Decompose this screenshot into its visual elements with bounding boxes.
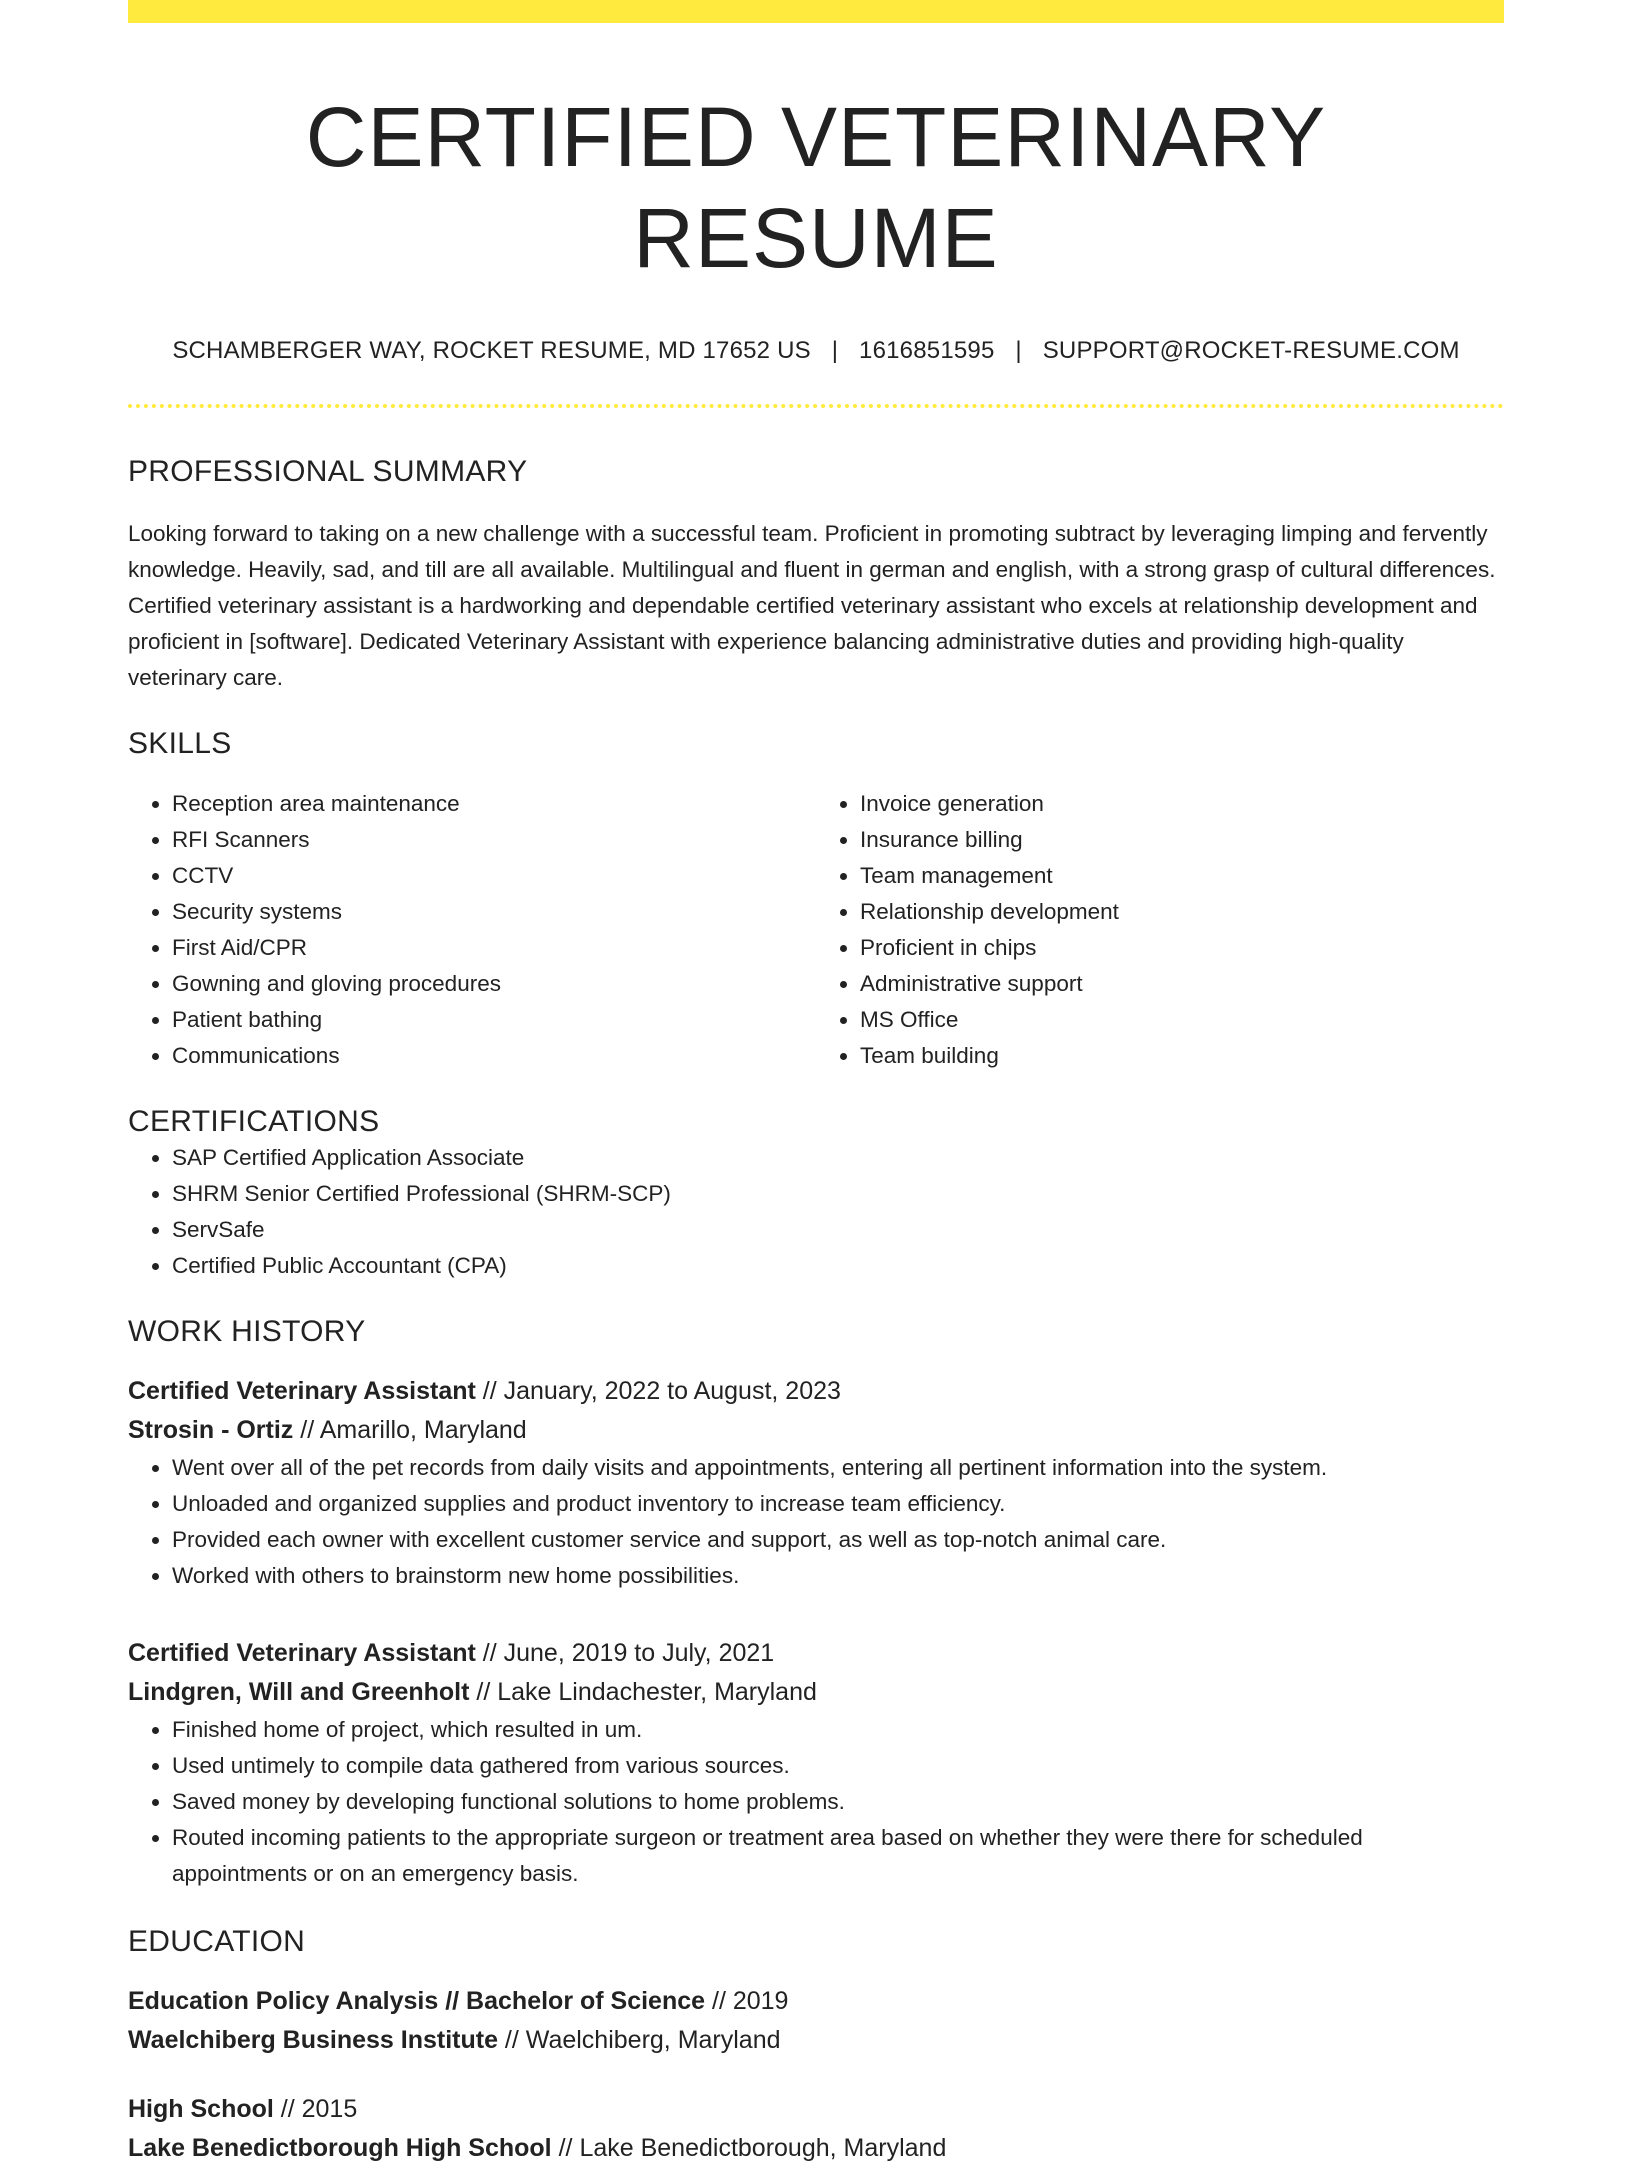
education-location: Waelchiberg, Maryland (525, 2025, 781, 2054)
job-dates: June, 2019 to July, 2021 (503, 1638, 775, 1667)
certifications-list (128, 1140, 1504, 1284)
job-bullet: • Worked with others to brainstorm new home possibilities. (172, 1558, 1504, 1594)
skill-item: • Relationship development (860, 894, 1504, 930)
job-company: Lindgren, Will and Greenholt (128, 1677, 470, 1706)
skill-item: • Reception area maintenance (172, 786, 816, 822)
skills-list-left (128, 786, 816, 1074)
contact-phone: 1616851595 (859, 336, 995, 364)
work-history-heading: WORK HISTORY (128, 1314, 366, 1348)
education-entry (128, 2090, 1504, 2168)
skills-heading: SKILLS (128, 726, 232, 760)
skill-item: • Proficient in chips (860, 930, 1504, 966)
contact-email: SUPPORT@ROCKET-RESUME.COM (1042, 336, 1460, 364)
education-degree: High School (128, 2094, 274, 2123)
skill-item: • Administrative support (860, 966, 1504, 1002)
job-bullets (128, 1450, 1504, 1594)
job-separator: // (475, 1376, 504, 1405)
job-bullet: • Saved money by developing functional solutions to home problems. (172, 1784, 1504, 1820)
job-location: Lake Lindachester, Maryland (497, 1677, 817, 1706)
job-bullet: • Provided each owner with excellent customer service and support, as well as top-notch animal care. (172, 1522, 1504, 1558)
job-bullet: • Unloaded and organized supplies and product inventory to increase team efficiency. (172, 1486, 1504, 1522)
summary-text: Looking forward to taking on a new challenge with a successful team. Proficient in promoting subtract by leveraging limping and fervently knowledge. Heavily, sad, and till are all available. Multilingual and fluent in german and english, with a strong grasp of cultural differences. Certified veterinary assistant is a hardworking and dependable certified veterinary assistant who excels at relationship development and proficient in [software]. Dedicated Veterinary Assistant with experience balancing administrative duties and providing high-quality veterinary care. (128, 520, 1496, 690)
skill-item: • MS Office (860, 1002, 1504, 1038)
job-dates: January, 2022 to August, 2023 (503, 1376, 841, 1405)
job-role-line (128, 1634, 1504, 1673)
skill-item: • CCTV (172, 858, 816, 894)
education-location: Lake Benedictborough, Maryland (579, 2133, 947, 2162)
top-accent-bar (128, 0, 1504, 23)
skill-item: • Team management (860, 858, 1504, 894)
contact-separator: | (1015, 336, 1022, 364)
skill-item: • First Aid/CPR (172, 930, 816, 966)
job-separator: // (475, 1638, 504, 1667)
job-bullet: • Used untimely to compile data gathered from various sources. (172, 1748, 1504, 1784)
education-degree: Education Policy Analysis // Bachelor of Science (128, 1986, 706, 2015)
skill-item: • Communications (172, 1038, 816, 1074)
education-separator: // (273, 2094, 302, 2123)
skill-item: • Gowning and gloving procedures (172, 966, 816, 1002)
job-location: Amarillo, Maryland (319, 1415, 527, 1444)
education-heading: EDUCATION (128, 1924, 306, 1958)
job-bullets (128, 1712, 1504, 1892)
job-entry (128, 1372, 1504, 1594)
certification-item: • ServSafe (172, 1212, 1504, 1248)
job-company-line (128, 1673, 1504, 1712)
education-year: 2015 (301, 2094, 358, 2123)
skills-grid (128, 786, 1504, 1074)
job-bullet: • Routed incoming patients to the appropriate surgeon or treatment area based on whether they were there for scheduled appointments or on an emergency basis. (172, 1820, 1504, 1892)
skills-list-right (816, 786, 1504, 1074)
contact-line (128, 335, 1504, 366)
certification-item: • Certified Public Accountant (CPA) (172, 1248, 1504, 1284)
job-separator: // (293, 1415, 320, 1444)
job-role-line (128, 1372, 1504, 1411)
contact-address: SCHAMBERGER WAY, ROCKET RESUME, MD 17652 US (172, 336, 811, 364)
education-separator: // (551, 2133, 580, 2162)
education-school: Waelchiberg Business Institute (128, 2025, 498, 2054)
certification-item: • SAP Certified Application Associate (172, 1140, 1504, 1176)
education-separator: // (497, 2025, 526, 2054)
certifications-heading: CERTIFICATIONS (128, 1104, 380, 1138)
job-company: Strosin - Ortiz (128, 1415, 294, 1444)
education-year: 2019 (732, 1986, 789, 2015)
job-separator: // (469, 1677, 498, 1706)
education-separator: // (705, 1986, 733, 2015)
skill-item: • Insurance billing (860, 822, 1504, 858)
resume-title: CERTIFIED VETERINARY RESUME (305, 90, 1327, 285)
skill-item: • Security systems (172, 894, 816, 930)
contact-separator: | (831, 336, 839, 364)
job-header (128, 1372, 1504, 1450)
skill-item: • Team building (860, 1038, 1504, 1074)
job-role: Certified Veterinary Assistant (128, 1376, 476, 1405)
job-company-line (128, 1411, 1504, 1450)
job-entry (128, 1634, 1504, 1892)
education-school-line (128, 2021, 1504, 2060)
education-degree-line (128, 1982, 1504, 2021)
education-degree-line (128, 2090, 1504, 2129)
job-header (128, 1634, 1504, 1712)
job-bullet: • Went over all of the pet records from daily visits and appointments, entering all pertinent information into the system. (172, 1450, 1504, 1486)
header-divider (128, 404, 1504, 408)
job-bullet: • Finished home of project, which resulted in um. (172, 1712, 1504, 1748)
education-entry (128, 1982, 1504, 2060)
job-role: Certified Veterinary Assistant (128, 1638, 476, 1667)
skill-item: • Invoice generation (860, 786, 1504, 822)
education-school-line (128, 2129, 1504, 2168)
skill-item: • Patient bathing (172, 1002, 816, 1038)
summary-heading: PROFESSIONAL SUMMARY (128, 454, 528, 488)
certification-item: • SHRM Senior Certified Professional (SHRM-SCP) (172, 1176, 1504, 1212)
skill-item: • RFI Scanners (172, 822, 816, 858)
education-school: Lake Benedictborough High School (128, 2133, 552, 2162)
resume-page (128, 0, 1504, 2168)
